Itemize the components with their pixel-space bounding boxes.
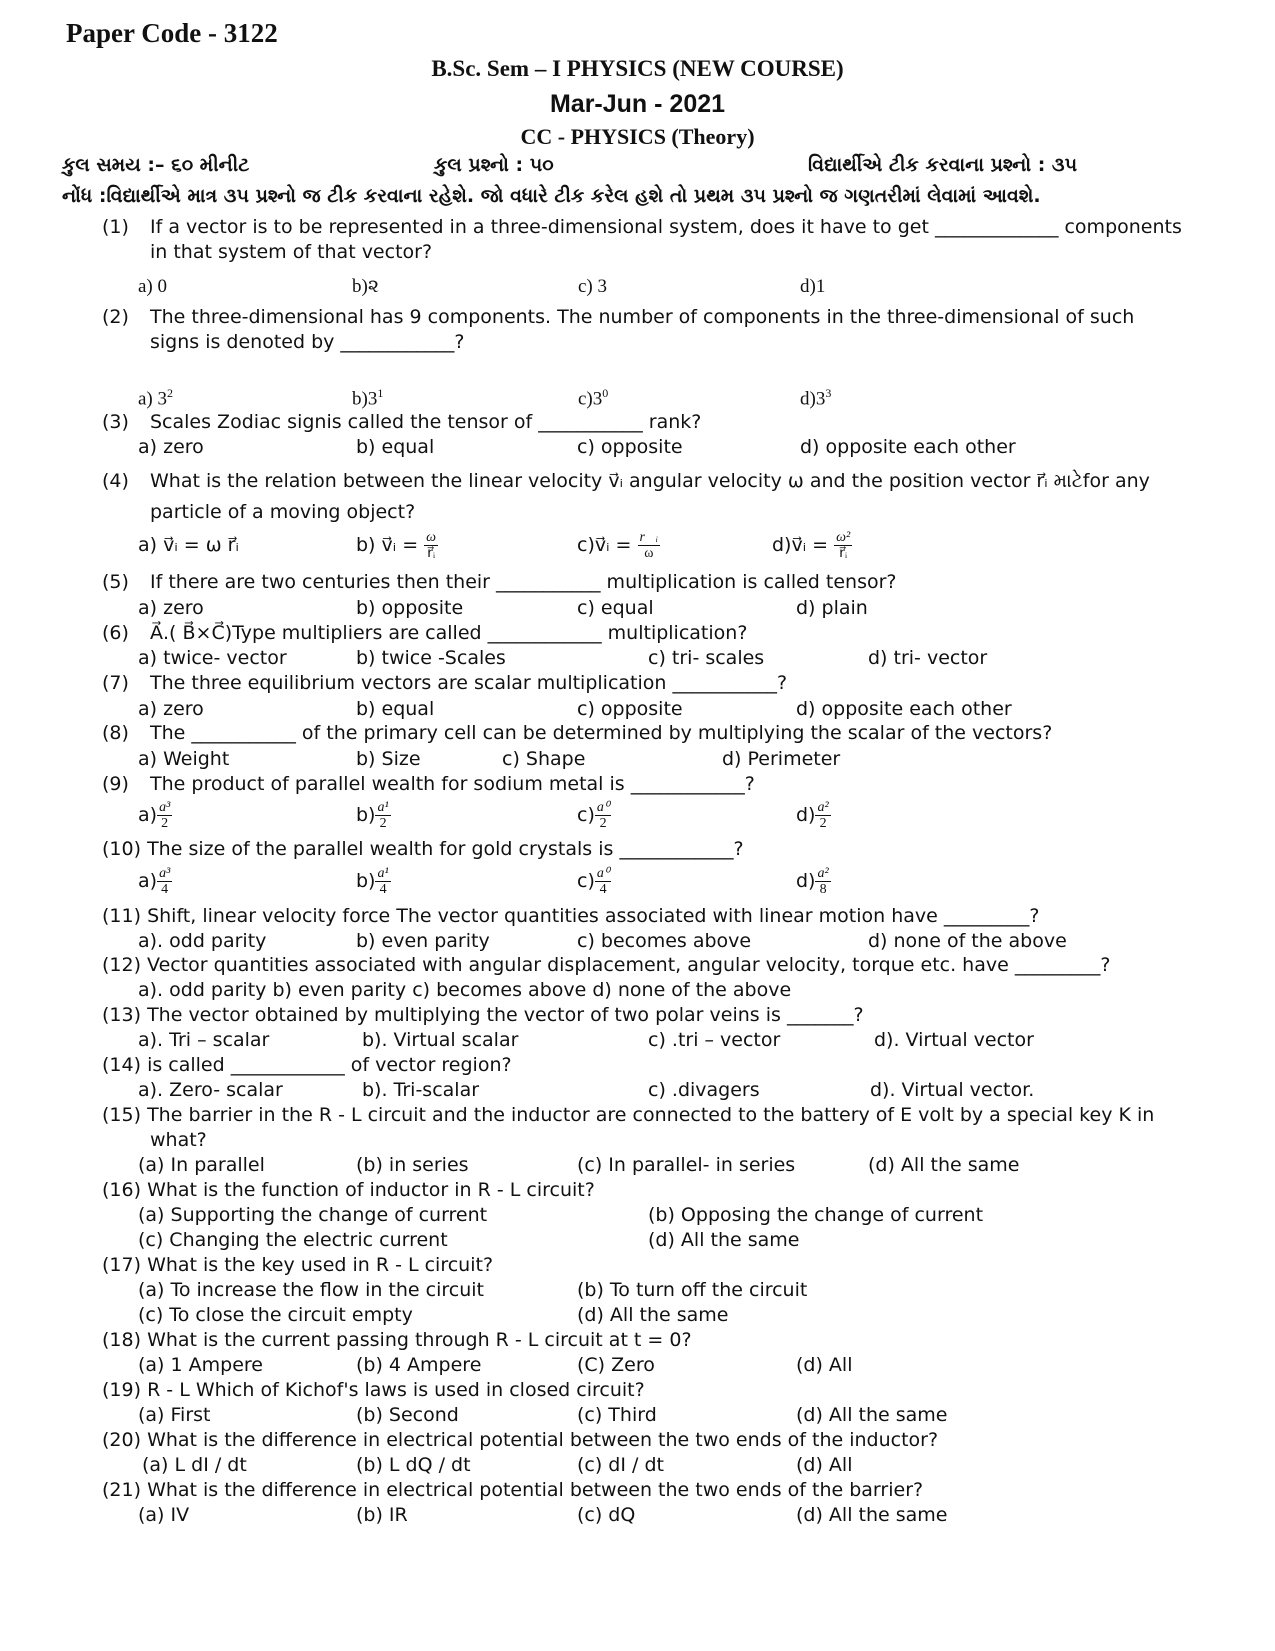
option-d: (d) All	[796, 1354, 853, 1376]
option-a: a) $\frac{\text{a³}}{4}$	[138, 866, 171, 897]
option-b: $b)3^1$	[352, 386, 384, 410]
option-d: $d)3^3$	[800, 386, 832, 410]
option-a: a) zero	[138, 436, 204, 458]
option-d: d) opposite each other	[800, 436, 1016, 458]
option-c: c) Shape	[502, 748, 586, 770]
question-number: (17)	[102, 1254, 142, 1276]
option-c: c) tri- scales	[648, 647, 765, 669]
question-text: The three equilibrium vectors are scalar multiplication ___________?	[150, 672, 788, 694]
option-d: d)1	[800, 276, 826, 297]
option-a: a) zero	[138, 597, 204, 619]
option-a: (a) L dI / dt	[142, 1454, 247, 1476]
option-d: (d) All the same	[796, 1404, 948, 1426]
option-d: d). Virtual vector	[874, 1029, 1034, 1051]
question-text-continued: particle of a moving object?	[150, 501, 416, 523]
option-d: d) $\frac{\text{a²}}{2}$	[796, 800, 829, 831]
option-a: a). Zero- scalar	[138, 1079, 283, 1101]
questions-to-attempt: વિદ્યાર્થીએ ટીક કરવાના પ્રશ્નો : ૩૫	[808, 154, 1078, 176]
option-c: c) equal	[577, 597, 654, 619]
option-a: (a) Supporting the change of current	[138, 1204, 488, 1226]
question-text: What is the function of inductor in R - L circuit?	[147, 1179, 595, 1201]
question-number: (6)	[102, 622, 129, 644]
question-number: (15)	[102, 1104, 142, 1126]
option-b: (b) To turn off the circuit	[577, 1279, 808, 1301]
question-text: The size of the parallel wealth for gold crystals is ____________?	[147, 838, 744, 860]
option-b: b) even parity	[356, 930, 490, 952]
option-b: b) Size	[356, 748, 421, 770]
option-c: $c)3^0$	[578, 386, 609, 410]
question-text: If a vector is to be represented in a three-dimensional system, does it have to get _____________ components	[150, 216, 1182, 238]
option-c: c) 3	[578, 276, 608, 297]
question-text: The ___________ of the primary cell can be determined by multiplying the scalar of the vectors?	[150, 722, 1053, 744]
question-number: (11)	[102, 905, 142, 927]
option-b: b)૨	[352, 276, 379, 297]
question-number: (2)	[102, 306, 129, 328]
option-b: b) v⃗ᵢ = $\frac{\omega}{\text{r⃗ᵢ}}$	[356, 530, 437, 561]
option-c: (c) Third	[577, 1404, 657, 1426]
option-a: (a) 1 Ampere	[138, 1354, 263, 1376]
question-text: What is the difference in electrical potential between the two ends of the inductor?	[147, 1429, 939, 1451]
option-b: b) opposite	[356, 597, 464, 619]
option-d: d) Perimeter	[722, 748, 841, 770]
question-number: (3)	[102, 411, 129, 433]
option-a: a) $\frac{\text{a³}}{2}$	[138, 800, 171, 831]
question-text: is called ____________ of vector region?	[147, 1054, 512, 1076]
question-number: (10)	[102, 838, 142, 860]
option-d: (d) All the same	[577, 1304, 729, 1326]
option-c: c) opposite	[577, 698, 683, 720]
exam-session: Mar-Jun - 2021	[549, 90, 726, 118]
option-c: c) becomes above	[577, 930, 752, 952]
option-b: b) equal	[356, 436, 435, 458]
question-text: If there are two centuries then their ___________ multiplication is called tensor?	[150, 571, 897, 593]
option-a: (a) To increase the flow in the circuit	[138, 1279, 484, 1301]
question-number: (14)	[102, 1054, 142, 1076]
option-a: (a) First	[138, 1404, 211, 1426]
option-b: b). Tri-scalar	[362, 1079, 480, 1101]
question-text: What is the difference in electrical potential between the two ends of the barrier?	[147, 1479, 924, 1501]
question-text: Vector quantities associated with angular displacement, angular velocity, torque etc. have _________?	[141, 954, 1111, 976]
option-c: (c) In parallel- in series	[577, 1154, 796, 1176]
option-a: (a) In parallel	[138, 1154, 265, 1176]
course-title: B.Sc. Sem – I PHYSICS (NEW COURSE)	[431, 56, 844, 81]
option-b: b). Virtual scalar	[362, 1029, 519, 1051]
question-number: (8)	[102, 722, 129, 744]
question-text: The vector obtained by multiplying the vector of two polar veins is _______?	[147, 1004, 864, 1026]
option-a: a) 0	[138, 276, 168, 297]
option-c: (c) dI / dt	[577, 1454, 664, 1476]
question-number: (7)	[102, 672, 129, 694]
option-a: a) v⃗ᵢ = ω r⃗ᵢ	[138, 534, 239, 556]
question-text-continued: what?	[150, 1129, 207, 1151]
question-text: The barrier in the R - L circuit and the inductor are connected to the battery of E volt by a special key K in	[147, 1104, 1155, 1126]
option-c: c)v⃗ᵢ = $\frac{\text{r⃗ᵢ}}{\omega}$	[577, 530, 659, 561]
option-a: (a) IV	[138, 1504, 190, 1526]
option-b: (b) L dQ / dt	[356, 1454, 471, 1476]
option-d: d) $\frac{\text{a²}}{8}$	[796, 866, 829, 897]
question-text: What is the key used in R - L circuit?	[147, 1254, 494, 1276]
option-d: d) tri- vector	[868, 647, 988, 669]
question-text-continued: signs is denoted by ____________?	[150, 331, 465, 353]
option-a: a) Weight	[138, 748, 230, 770]
option-d: d). Virtual vector.	[870, 1079, 1035, 1101]
option-a: a) twice- vector	[138, 647, 287, 669]
question-number: (19)	[102, 1379, 142, 1401]
option-d: d) plain	[796, 597, 868, 619]
option-c: c) $\frac{\text{a⁰}}{4}$	[577, 866, 610, 897]
option-d: d)v⃗ᵢ = $\frac{\text{ω²}}{\text{r⃗ᵢ}}$	[772, 530, 851, 561]
option-d: d) opposite each other	[796, 698, 1012, 720]
option-b: (b) IR	[356, 1504, 408, 1526]
subject-title: CC - PHYSICS (Theory)	[520, 124, 755, 149]
option-d: (d) All the same	[796, 1504, 948, 1526]
option-c: c) .divagers	[648, 1079, 760, 1101]
option-c: (c) Changing the electric current	[138, 1229, 448, 1251]
question-number: (21)	[102, 1479, 142, 1501]
option-d: (d) All the same	[868, 1154, 1020, 1176]
option-c: (c) dQ	[577, 1504, 636, 1526]
option-b: (b) in series	[356, 1154, 469, 1176]
question-text: What is the current passing through R - L circuit at t = 0?	[147, 1329, 692, 1351]
total-questions: કુલ પ્રશ્નો : ૫૦	[434, 154, 554, 176]
option-b: b) equal	[356, 698, 435, 720]
option-b: (b) Second	[356, 1404, 459, 1426]
option-b: b) $\frac{\text{a¹}}{2}$	[356, 800, 389, 831]
question-number: (20)	[102, 1429, 142, 1451]
question-number: (4)	[102, 470, 129, 492]
question-number: (1)	[102, 216, 129, 238]
question-number: (13)	[102, 1004, 142, 1026]
option-d: d) none of the above	[868, 930, 1067, 952]
option-b: (b) Opposing the change of current	[648, 1204, 984, 1226]
question-number: (9)	[102, 773, 129, 795]
option-c: (C) Zero	[577, 1354, 655, 1376]
option-b: b) $\frac{\text{a¹}}{4}$	[356, 866, 389, 897]
question-number: (16)	[102, 1179, 142, 1201]
option-b: b) twice -Scales	[356, 647, 506, 669]
options-inline: a). odd parity b) even parity c) becomes above d) none of the above	[138, 979, 792, 1001]
question-number: (18)	[102, 1329, 142, 1351]
question-text: Shift, linear velocity force The vector quantities associated with linear motion have _________?	[147, 905, 1040, 927]
question-text: The three-dimensional has 9 components. The number of components in the three-dimensional of such	[150, 306, 1135, 328]
question-number: (5)	[102, 571, 129, 593]
question-text: R - L Which of Kichof's laws is used in closed circuit?	[147, 1379, 645, 1401]
option-d: (d) All the same	[648, 1229, 800, 1251]
option-c: c) $\frac{\text{a⁰}}{2}$	[577, 800, 610, 831]
question-text: Scales Zodiac signis called the tensor of ___________ rank?	[150, 411, 702, 433]
question-text-continued: in that system of that vector?	[150, 241, 433, 263]
question-text: The product of parallel wealth for sodium metal is ____________?	[150, 773, 755, 795]
option-c: (c) To close the circuit empty	[138, 1304, 413, 1326]
option-a: a) zero	[138, 698, 204, 720]
option-c: c) opposite	[577, 436, 683, 458]
option-c: c) .tri – vector	[648, 1029, 781, 1051]
question-text: What is the relation between the linear velocity v⃗ᵢ angular velocity ω and the position vector r⃗ᵢ માટેfor any	[150, 470, 1150, 492]
option-a: a). Tri – scalar	[138, 1029, 270, 1051]
question-text: A⃗.( B⃗×C⃗)Type multipliers are called ____________ multiplication?	[150, 622, 748, 644]
option-b: (b) 4 Ampere	[356, 1354, 482, 1376]
option-d: (d) All	[796, 1454, 853, 1476]
question-number: (12)	[102, 954, 142, 976]
total-time: કુલ સમય :– ૬૦ મીનીટ	[62, 154, 250, 176]
option-a: a) $3^2$	[138, 386, 174, 410]
option-a: a). odd parity	[138, 930, 267, 952]
paper-code: Paper Code - 3122	[66, 18, 278, 48]
instruction-note: નોંધ :વિદ્યાર્થીએ માત્ર ૩૫ પ્રશ્નો જ ટીક કરવાના રહેશે. જો વધારે ટીક કરેલ હશે તો પ્રથમ ૩૫ પ્રશ્નો જ ગણતરીમાં લેવામાં આવશે.	[62, 185, 1041, 207]
